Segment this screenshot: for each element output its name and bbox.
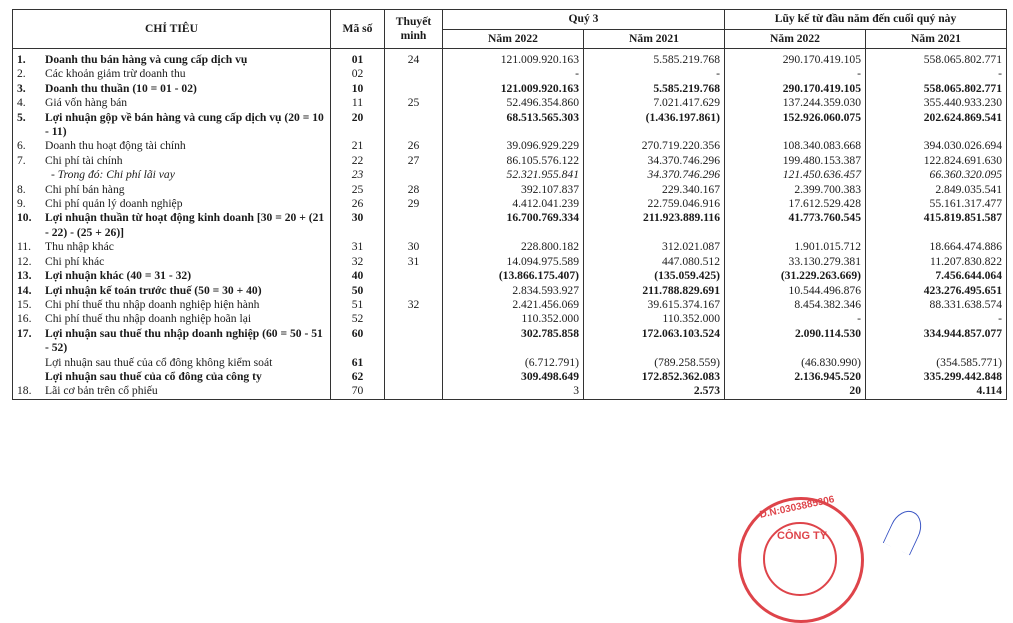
value-ytd-2022: 2.399.700.383: [725, 183, 866, 197]
row-number: 6.: [17, 139, 26, 153]
row-label-cell: [13, 67, 331, 81]
row-label-cell: [13, 327, 331, 356]
row-label-cell: [13, 356, 331, 370]
row-note: 27: [385, 154, 443, 168]
row-note: [385, 111, 443, 140]
row-number: 17.: [17, 326, 32, 340]
row-code: 51: [331, 298, 385, 312]
value-ytd-2022: (46.830.990): [725, 356, 866, 370]
row-label-text: - Trong đó: Chi phí lãi vay: [51, 168, 175, 182]
row-label: [17, 96, 326, 110]
value-q3-2022: (6.712.791): [443, 356, 584, 370]
value-q3-2021: 211.788.829.691: [584, 284, 725, 298]
row-label: [17, 183, 326, 197]
value-q3-2021: 2.573: [584, 384, 725, 399]
header-cumulative: Lũy kế từ đầu năm đến cuối quý này: [725, 10, 1007, 30]
row-note: [385, 327, 443, 356]
row-label-text: Lợi nhuận khác (40 = 31 - 32): [45, 269, 192, 283]
row-note: [385, 67, 443, 81]
income-statement-table: [12, 9, 1007, 400]
value-ytd-2021: (354.585.771): [866, 356, 1007, 370]
row-label-text: Các khoản giảm trừ doanh thu: [45, 67, 186, 81]
value-q3-2021: 110.352.000: [584, 312, 725, 326]
row-label-cell: [13, 183, 331, 197]
value-q3-2022: 302.785.858: [443, 327, 584, 356]
row-note: [385, 211, 443, 240]
row-label: [17, 240, 326, 254]
value-q3-2022: (13.866.175.407): [443, 269, 584, 283]
table-row: [13, 240, 1007, 254]
row-label-cell: [13, 284, 331, 298]
row-label-cell: [13, 240, 331, 254]
row-code: 61: [331, 356, 385, 370]
value-q3-2021: 34.370.746.296: [584, 154, 725, 168]
row-number: 8.: [17, 182, 26, 196]
value-q3-2022: 68.513.565.303: [443, 111, 584, 140]
value-q3-2021: 172.852.362.083: [584, 370, 725, 384]
row-note: 26: [385, 139, 443, 153]
row-code: 23: [331, 168, 385, 182]
row-label-text: Lợi nhuận sau thuế của cổ đông không kiểm soát: [45, 355, 273, 369]
value-ytd-2022: 290.170.419.105: [725, 49, 866, 68]
row-label: [17, 370, 326, 384]
row-number: 3.: [17, 81, 26, 95]
row-note: [385, 312, 443, 326]
row-label-cell: [13, 255, 331, 269]
value-q3-2021: 172.063.103.524: [584, 327, 725, 356]
row-label-text: Thu nhập khác: [45, 240, 114, 254]
value-ytd-2021: 335.299.442.848: [866, 370, 1007, 384]
value-q3-2022: -: [443, 67, 584, 81]
row-code: 21: [331, 139, 385, 153]
value-ytd-2022: 8.454.382.346: [725, 298, 866, 312]
value-q3-2022: 110.352.000: [443, 312, 584, 326]
row-label-cell: [13, 82, 331, 96]
table-row: [13, 49, 1007, 68]
row-label: [17, 111, 326, 140]
value-ytd-2022: 2.136.945.520: [725, 370, 866, 384]
value-q3-2021: 5.585.219.768: [584, 49, 725, 68]
header-year-c-2022: Năm 2022: [725, 30, 866, 49]
row-note: 29: [385, 197, 443, 211]
table-row: [13, 356, 1007, 370]
row-note: [385, 269, 443, 283]
row-number: [17, 356, 45, 370]
value-ytd-2021: 2.849.035.541: [866, 183, 1007, 197]
row-note: [385, 284, 443, 298]
value-ytd-2022: 108.340.083.668: [725, 139, 866, 153]
value-ytd-2021: -: [866, 312, 1007, 326]
value-q3-2022: 2.834.593.927: [443, 284, 584, 298]
row-label-text: Chi phí thuế thu nhập doanh nghiệp hiện hành: [45, 297, 260, 311]
row-label: [17, 284, 326, 298]
value-q3-2022: 39.096.929.229: [443, 139, 584, 153]
value-q3-2021: 229.340.167: [584, 183, 725, 197]
row-label: [17, 82, 326, 96]
row-label-text: Chi phí khác: [45, 254, 105, 268]
row-label-text: Doanh thu hoạt động tài chính: [45, 139, 186, 153]
row-note: [385, 384, 443, 399]
row-code: 26: [331, 197, 385, 211]
row-label: [17, 154, 326, 168]
row-code: 32: [331, 255, 385, 269]
value-q3-2022: 16.700.769.334: [443, 211, 584, 240]
table-row: [13, 82, 1007, 96]
value-ytd-2021: 355.440.933.230: [866, 96, 1007, 110]
value-q3-2022: 121.009.920.163: [443, 82, 584, 96]
row-label: [17, 139, 326, 153]
header-year-q-2022: Năm 2022: [443, 30, 584, 49]
value-q3-2022: 86.105.576.122: [443, 154, 584, 168]
table-row: [13, 111, 1007, 140]
row-number: 10.: [17, 211, 32, 225]
value-q3-2022: 52.321.955.841: [443, 168, 584, 182]
table-row: [13, 96, 1007, 110]
value-q3-2021: (1.436.197.861): [584, 111, 725, 140]
value-ytd-2021: 66.360.320.095: [866, 168, 1007, 182]
value-ytd-2021: 558.065.802.771: [866, 49, 1007, 68]
table-row: [13, 139, 1007, 153]
value-ytd-2021: 334.944.857.077: [866, 327, 1007, 356]
header-thuyet-minh: Thuyết minh: [385, 10, 443, 49]
value-ytd-2022: (31.229.263.669): [725, 269, 866, 283]
table-row: [13, 269, 1007, 283]
row-label-text: Lợi nhuận thuần từ hoạt động kinh doanh [30 = 20 + (21 - 22) - (25 + 26)]: [45, 211, 325, 239]
row-label-cell: [13, 298, 331, 312]
row-label: [17, 312, 326, 326]
row-code: 11: [331, 96, 385, 110]
value-ytd-2022: 137.244.359.030: [725, 96, 866, 110]
header-ma-so: Mã số: [331, 10, 385, 49]
value-q3-2021: 312.021.087: [584, 240, 725, 254]
table-row: [13, 197, 1007, 211]
value-ytd-2021: 11.207.830.822: [866, 255, 1007, 269]
header-year-c-2021: Năm 2021: [866, 30, 1007, 49]
value-q3-2021: (135.059.425): [584, 269, 725, 283]
value-ytd-2022: 10.544.496.876: [725, 284, 866, 298]
row-label: [17, 53, 326, 67]
row-label-text: Lãi cơ bản trên cổ phiếu: [45, 384, 158, 398]
row-code: 40: [331, 269, 385, 283]
value-q3-2021: 5.585.219.768: [584, 82, 725, 96]
row-code: 50: [331, 284, 385, 298]
row-label-cell: [13, 96, 331, 110]
table-row: [13, 255, 1007, 269]
row-number: [17, 168, 45, 182]
row-label-text: Doanh thu bán hàng và cung cấp dịch vụ: [45, 53, 248, 66]
value-ytd-2022: 152.926.060.075: [725, 111, 866, 140]
row-number: 13.: [17, 269, 32, 283]
row-number: 1.: [17, 53, 26, 66]
value-q3-2021: 7.021.417.629: [584, 96, 725, 110]
value-q3-2021: 270.719.220.356: [584, 139, 725, 153]
row-code: 62: [331, 370, 385, 384]
table-row: [13, 154, 1007, 168]
row-label-cell: [13, 370, 331, 384]
value-q3-2022: 3: [443, 384, 584, 399]
value-ytd-2021: 88.331.638.574: [866, 298, 1007, 312]
row-label-cell: [13, 168, 331, 182]
row-note: [385, 82, 443, 96]
row-label-cell: [13, 111, 331, 140]
row-code: 20: [331, 111, 385, 140]
row-note: [385, 168, 443, 182]
table-row: [13, 284, 1007, 298]
value-ytd-2022: 20: [725, 384, 866, 399]
row-code: 22: [331, 154, 385, 168]
value-ytd-2021: 7.456.644.064: [866, 269, 1007, 283]
value-q3-2022: 309.498.649: [443, 370, 584, 384]
row-code: 01: [331, 49, 385, 68]
row-number: 9.: [17, 197, 26, 211]
value-q3-2022: 4.412.041.239: [443, 197, 584, 211]
row-note: [385, 356, 443, 370]
row-number: 2.: [17, 67, 26, 81]
value-ytd-2022: 1.901.015.712: [725, 240, 866, 254]
row-code: 31: [331, 240, 385, 254]
table-row: [13, 211, 1007, 240]
row-note: [385, 370, 443, 384]
row-label: [17, 384, 326, 398]
row-note: 28: [385, 183, 443, 197]
row-label-cell: [13, 49, 331, 68]
value-q3-2022: 392.107.837: [443, 183, 584, 197]
row-label-cell: [13, 139, 331, 153]
row-label: [17, 269, 326, 283]
value-ytd-2021: 55.161.317.477: [866, 197, 1007, 211]
row-label-text: Lợi nhuận sau thuế thu nhập doanh nghiệp (60 = 50 - 51 - 52): [45, 326, 323, 355]
row-label-cell: [13, 384, 331, 399]
table-body: [13, 49, 1007, 400]
value-ytd-2022: 199.480.153.387: [725, 154, 866, 168]
row-number: [17, 370, 45, 384]
row-label-cell: [13, 312, 331, 326]
table-row: [13, 168, 1007, 182]
value-ytd-2022: -: [725, 312, 866, 326]
value-ytd-2022: 2.090.114.530: [725, 327, 866, 356]
value-q3-2022: 228.800.182: [443, 240, 584, 254]
header-quarter: Quý 3: [443, 10, 725, 30]
row-number: 16.: [17, 312, 32, 326]
value-q3-2022: 2.421.456.069: [443, 298, 584, 312]
row-label: [17, 327, 326, 356]
value-ytd-2022: 33.130.279.381: [725, 255, 866, 269]
value-q3-2021: 447.080.512: [584, 255, 725, 269]
row-label-cell: [13, 269, 331, 283]
value-ytd-2022: -: [725, 67, 866, 81]
row-code: 25: [331, 183, 385, 197]
row-label: [17, 67, 326, 81]
row-note: 24: [385, 49, 443, 68]
row-label-text: Chi phí quản lý doanh nghiệp: [45, 197, 183, 211]
row-number: 7.: [17, 153, 26, 167]
table-row: [13, 298, 1007, 312]
row-label-cell: [13, 211, 331, 240]
value-q3-2022: 14.094.975.589: [443, 255, 584, 269]
table-row: [13, 370, 1007, 384]
value-ytd-2021: 202.624.869.541: [866, 111, 1007, 140]
table-row: [13, 312, 1007, 326]
value-q3-2021: 39.615.374.167: [584, 298, 725, 312]
row-code: 10: [331, 82, 385, 96]
stamp-name: CÔNG TY: [777, 530, 828, 542]
row-code: 52: [331, 312, 385, 326]
row-label-text: Chi phí tài chính: [45, 153, 123, 167]
row-note: 31: [385, 255, 443, 269]
value-ytd-2021: 122.824.691.630: [866, 154, 1007, 168]
value-q3-2021: (789.258.559): [584, 356, 725, 370]
row-label-cell: [13, 197, 331, 211]
value-q3-2022: 121.009.920.163: [443, 49, 584, 68]
value-ytd-2022: 41.773.760.545: [725, 211, 866, 240]
row-note: 30: [385, 240, 443, 254]
row-label: [17, 197, 326, 211]
row-number: 4.: [17, 96, 26, 110]
row-label: [17, 168, 326, 182]
value-ytd-2021: 423.276.495.651: [866, 284, 1007, 298]
row-label-text: Lợi nhuận sau thuế của cổ đông của công ty: [45, 369, 262, 383]
row-code: 02: [331, 67, 385, 81]
value-ytd-2021: 4.114: [866, 384, 1007, 399]
row-code: 70: [331, 384, 385, 399]
table-row: [13, 327, 1007, 356]
value-ytd-2022: 290.170.419.105: [725, 82, 866, 96]
value-q3-2021: -: [584, 67, 725, 81]
value-q3-2021: 34.370.746.296: [584, 168, 725, 182]
value-q3-2021: 211.923.889.116: [584, 211, 725, 240]
value-ytd-2021: 415.819.851.587: [866, 211, 1007, 240]
value-ytd-2021: 558.065.802.771: [866, 82, 1007, 96]
row-code: 30: [331, 211, 385, 240]
row-code: 60: [331, 327, 385, 356]
row-number: 15.: [17, 297, 32, 311]
value-ytd-2022: 17.612.529.428: [725, 197, 866, 211]
header-chi-tieu: CHỈ TIÊU: [13, 10, 331, 49]
row-label: [17, 211, 326, 240]
row-number: 18.: [17, 384, 32, 398]
company-stamp: [738, 494, 864, 623]
value-ytd-2021: 18.664.474.886: [866, 240, 1007, 254]
row-note: 32: [385, 298, 443, 312]
table-row: [13, 183, 1007, 197]
row-label-text: Lợi nhuận kế toán trước thuế (50 = 30 + 40): [45, 283, 262, 297]
value-q3-2021: 22.759.046.916: [584, 197, 725, 211]
value-ytd-2022: 121.450.636.457: [725, 168, 866, 182]
row-number: 14.: [17, 283, 32, 297]
row-label: [17, 298, 326, 312]
row-number: 12.: [17, 254, 32, 268]
value-q3-2022: 52.496.354.860: [443, 96, 584, 110]
row-label-text: Giá vốn hàng bán: [45, 96, 128, 110]
stamp-code: D.N:0303885306: [758, 494, 836, 521]
row-label-cell: [13, 154, 331, 168]
value-ytd-2021: -: [866, 67, 1007, 81]
row-number: 11.: [17, 240, 32, 254]
row-label-text: Chi phí thuế thu nhập doanh nghiệp hoãn lại: [45, 312, 252, 326]
row-number: 5.: [17, 110, 26, 124]
row-label-text: Lợi nhuận gộp về bán hàng và cung cấp dịch vụ (20 = 10 - 11): [45, 110, 324, 139]
row-label: [17, 356, 326, 370]
table-row: [13, 384, 1007, 399]
signature-stroke: [883, 506, 928, 556]
table-row: [13, 67, 1007, 81]
row-label-text: Doanh thu thuần (10 = 01 - 02): [45, 81, 197, 95]
row-label-text: Chi phí bán hàng: [45, 182, 125, 196]
row-note: 25: [385, 96, 443, 110]
row-label: [17, 255, 326, 269]
value-ytd-2021: 394.030.026.694: [866, 139, 1007, 153]
header-year-q-2021: Năm 2021: [584, 30, 725, 49]
